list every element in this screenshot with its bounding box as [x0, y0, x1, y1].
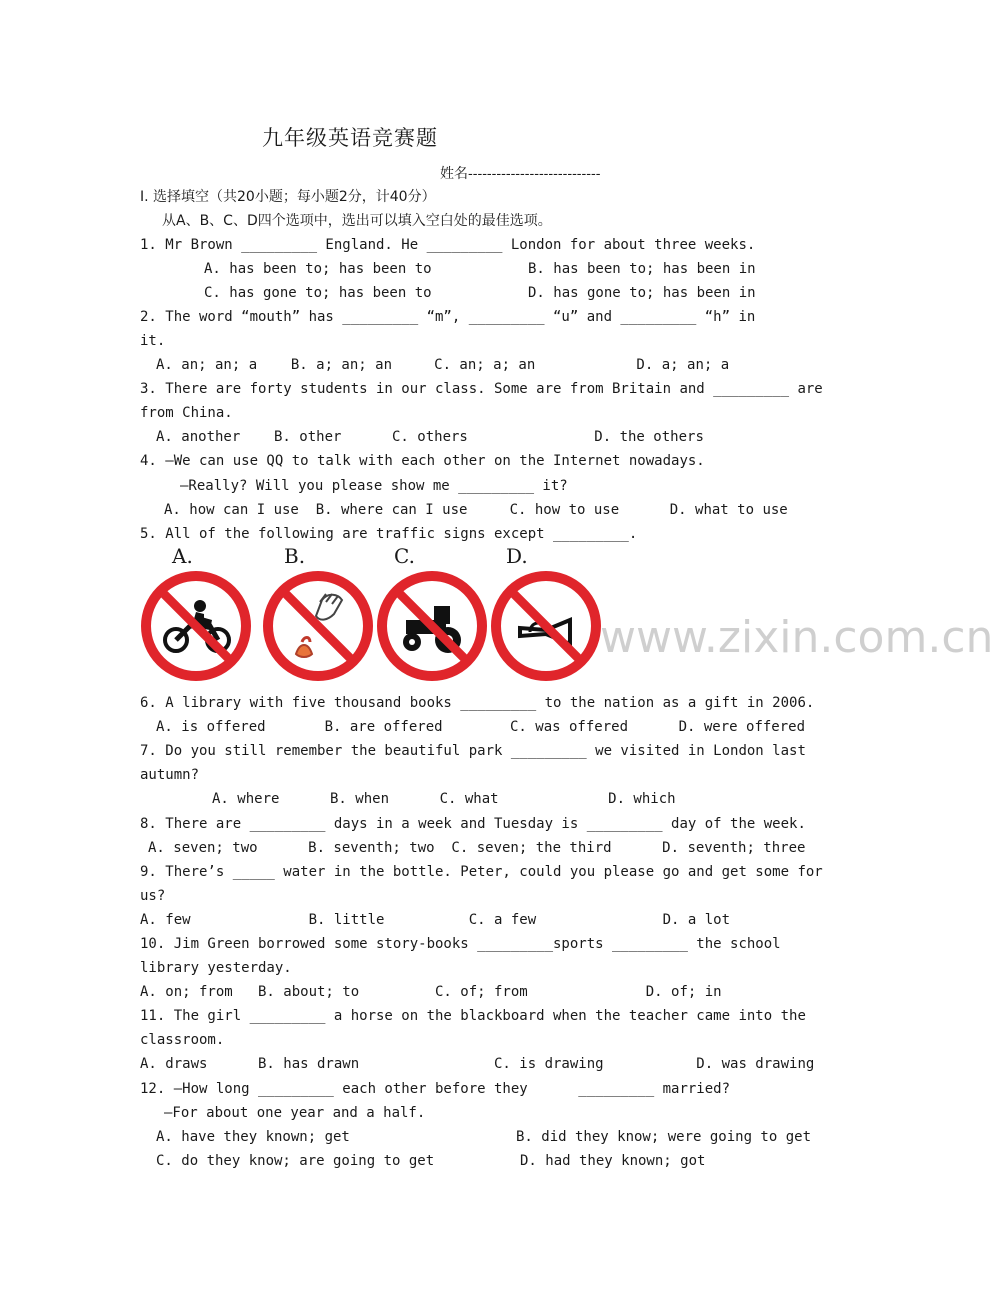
question-1: 1. Mr Brown _________ England. He _________ London for about three weeks.	[140, 237, 756, 253]
option-line: A. where B. when C. what D. which	[212, 791, 676, 807]
option-line: C. do they know; are going to get	[156, 1153, 435, 1169]
option-line: A. seven; two B. seventh; two C. seven; the third D. seventh; three	[148, 840, 806, 856]
question-8: 8. There are _________ days in a week and Tuesday is _________ day of the week.	[140, 816, 806, 832]
question-4-cont: —Really? Will you please show me _________ it?	[180, 478, 568, 494]
option-line: A. has been to; has been to	[204, 261, 432, 277]
question-7: 7. Do you still remember the beautiful park _________ we visited in London last	[140, 743, 806, 759]
option-line: D. has gone to; has been in	[528, 285, 756, 301]
watermark: www.zixin.com.cn	[600, 612, 993, 663]
question-2: 2. The word “mouth” has _________ “m”, _________ “u” and _________ “h” in	[140, 309, 756, 325]
question-9: 9. There’s _____ water in the bottle. Peter, could you please go and get some for	[140, 864, 823, 880]
question-12: 12. —How long _________ each other before they _________ married?	[140, 1081, 731, 1097]
option-line: A. have they known; get	[156, 1129, 350, 1145]
question-3: 3. There are forty students in our class. Some are from Britain and _________ are	[140, 381, 823, 397]
page-title: 九年级英语竞赛题	[262, 126, 438, 150]
option-line: A. is offered B. are offered C. was offered D. were offered	[156, 719, 806, 735]
option-line: A. few B. little C. a few D. a lot	[140, 912, 731, 928]
sign-label-d: D.	[506, 544, 528, 568]
question-11-cont: classroom.	[140, 1032, 225, 1048]
name-field-line: 姓名----------------------------	[440, 166, 601, 182]
question-10-cont: library yesterday.	[140, 960, 292, 976]
option-line: A. another B. other C. others D. the others	[156, 429, 704, 445]
sign-label-c: C.	[394, 544, 415, 568]
option-line: A. how can I use B. where can I use C. how to use D. what to use	[164, 502, 788, 518]
option-line: C. has gone to; has been to	[204, 285, 432, 301]
question-9-cont: us?	[140, 888, 166, 904]
option-line: A. draws B. has drawn C. is drawing D. was drawing	[140, 1056, 815, 1072]
option-line: A. an; an; a B. a; an; an C. an; a; an D. a; an; a	[156, 357, 730, 373]
section-heading: I. 选择填空（共20小题；每小题2分，计40分）	[140, 189, 436, 205]
question-12-cont: —For about one year and a half.	[164, 1105, 426, 1121]
no-horn-icon	[490, 570, 602, 682]
question-7-cont: autumn?	[140, 767, 200, 783]
sign-label-b: B.	[284, 544, 306, 568]
question-5: 5. All of the following are traffic signs except _________.	[140, 526, 638, 542]
option-line: B. did they know; were going to get	[516, 1129, 812, 1145]
question-2-cont: it.	[140, 333, 166, 349]
option-line: D. had they known; got	[520, 1153, 706, 1169]
no-littering-icon	[262, 570, 374, 682]
no-motorcycle-icon	[140, 570, 252, 682]
question-11: 11. The girl _________ a horse on the blackboard when the teacher came into the	[140, 1008, 806, 1024]
question-6: 6. A library with five thousand books _________ to the nation as a gift in 2006.	[140, 695, 815, 711]
question-10: 10. Jim Green borrowed some story-books _________sports _________ the school	[140, 936, 781, 952]
section-instruction: 从A、B、C、D四个选项中，选出可以填入空白处的最佳选项。	[162, 213, 552, 229]
option-line: A. on; from B. about; to C. of; from D. of; in	[140, 984, 722, 1000]
question-4: 4. —We can use QQ to talk with each other on the Internet nowadays.	[140, 453, 705, 469]
sign-label-a: A.	[172, 544, 193, 568]
option-line: B. has been to; has been in	[528, 261, 756, 277]
question-3-cont: from China.	[140, 405, 233, 421]
no-tractor-icon	[376, 570, 488, 682]
